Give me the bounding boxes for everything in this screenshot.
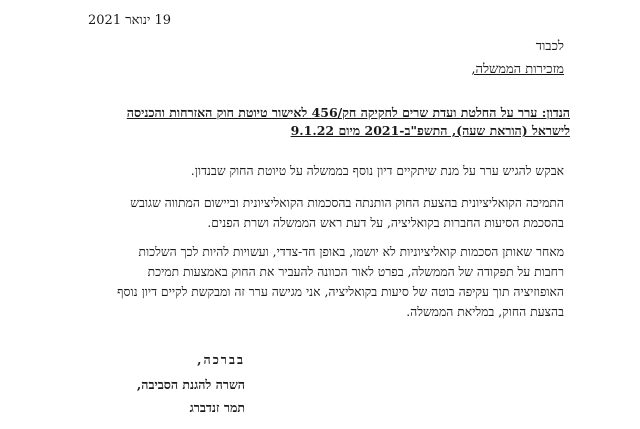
paragraph-line: מאחר שאותן הסכמות קואליציוניות לא יושמו, באופן חד-צדדי, ועשויות להיות לכך השלכות (138, 245, 564, 259)
signer-name: תמר זנדברג (189, 400, 245, 415)
to-label: לכבוד (535, 39, 564, 54)
paragraph-line: בהצעת החוק, במליאת הממשלה. (406, 305, 564, 319)
subject (76, 104, 570, 140)
paragraph-request (72, 161, 564, 181)
recipient: מזכירות הממשלה, (471, 62, 564, 77)
paragraph-appeal-reason (72, 242, 564, 322)
closing: בברכה, (197, 352, 245, 367)
letter-date (88, 12, 208, 28)
paragraph-line: התמיכה הקואליציונית בהצעת החוק הותנתה בהסכמות הקואליציונית וביישום המתווה שגובש (130, 196, 564, 210)
paragraph-coalition-support (72, 193, 564, 233)
date-text: 19 ינואר 2021 (88, 13, 172, 28)
paragraph-line: רחבות על תפקודה של הממשלה, בפרט לאור הכוונה להעביר את החוק באמצעות תמיכת (147, 265, 564, 279)
signer-title: השרה להגנת הסביבה, (136, 377, 245, 392)
paragraph-line: בהסכמת הסיעות החברות בקואליציה, על דעת ראש הממשלה ושרת הפנים. (207, 216, 564, 230)
subject-line: לישראל (הוראת שעה), התשפ"ב-2021 מיום 9.1.22 (290, 123, 570, 138)
paragraph-line: האופוזיציה תוך עקיפה בוטה של סיעות בקואליציה, אני מגישה ערר זה ומבקשת לקיים דיון נוסף (117, 285, 564, 299)
paragraph-line: אבקש להגיש ערר על מנת שיתקיים דיון נוסף בממשלה על טיוטת החוק שבנדון. (190, 164, 564, 178)
subject-line: הנדון: ערר על החלטת ועדת שרים לחקיקה חק/456 לאישור טיוטת חוק האזרחות והכניסה (126, 105, 570, 120)
